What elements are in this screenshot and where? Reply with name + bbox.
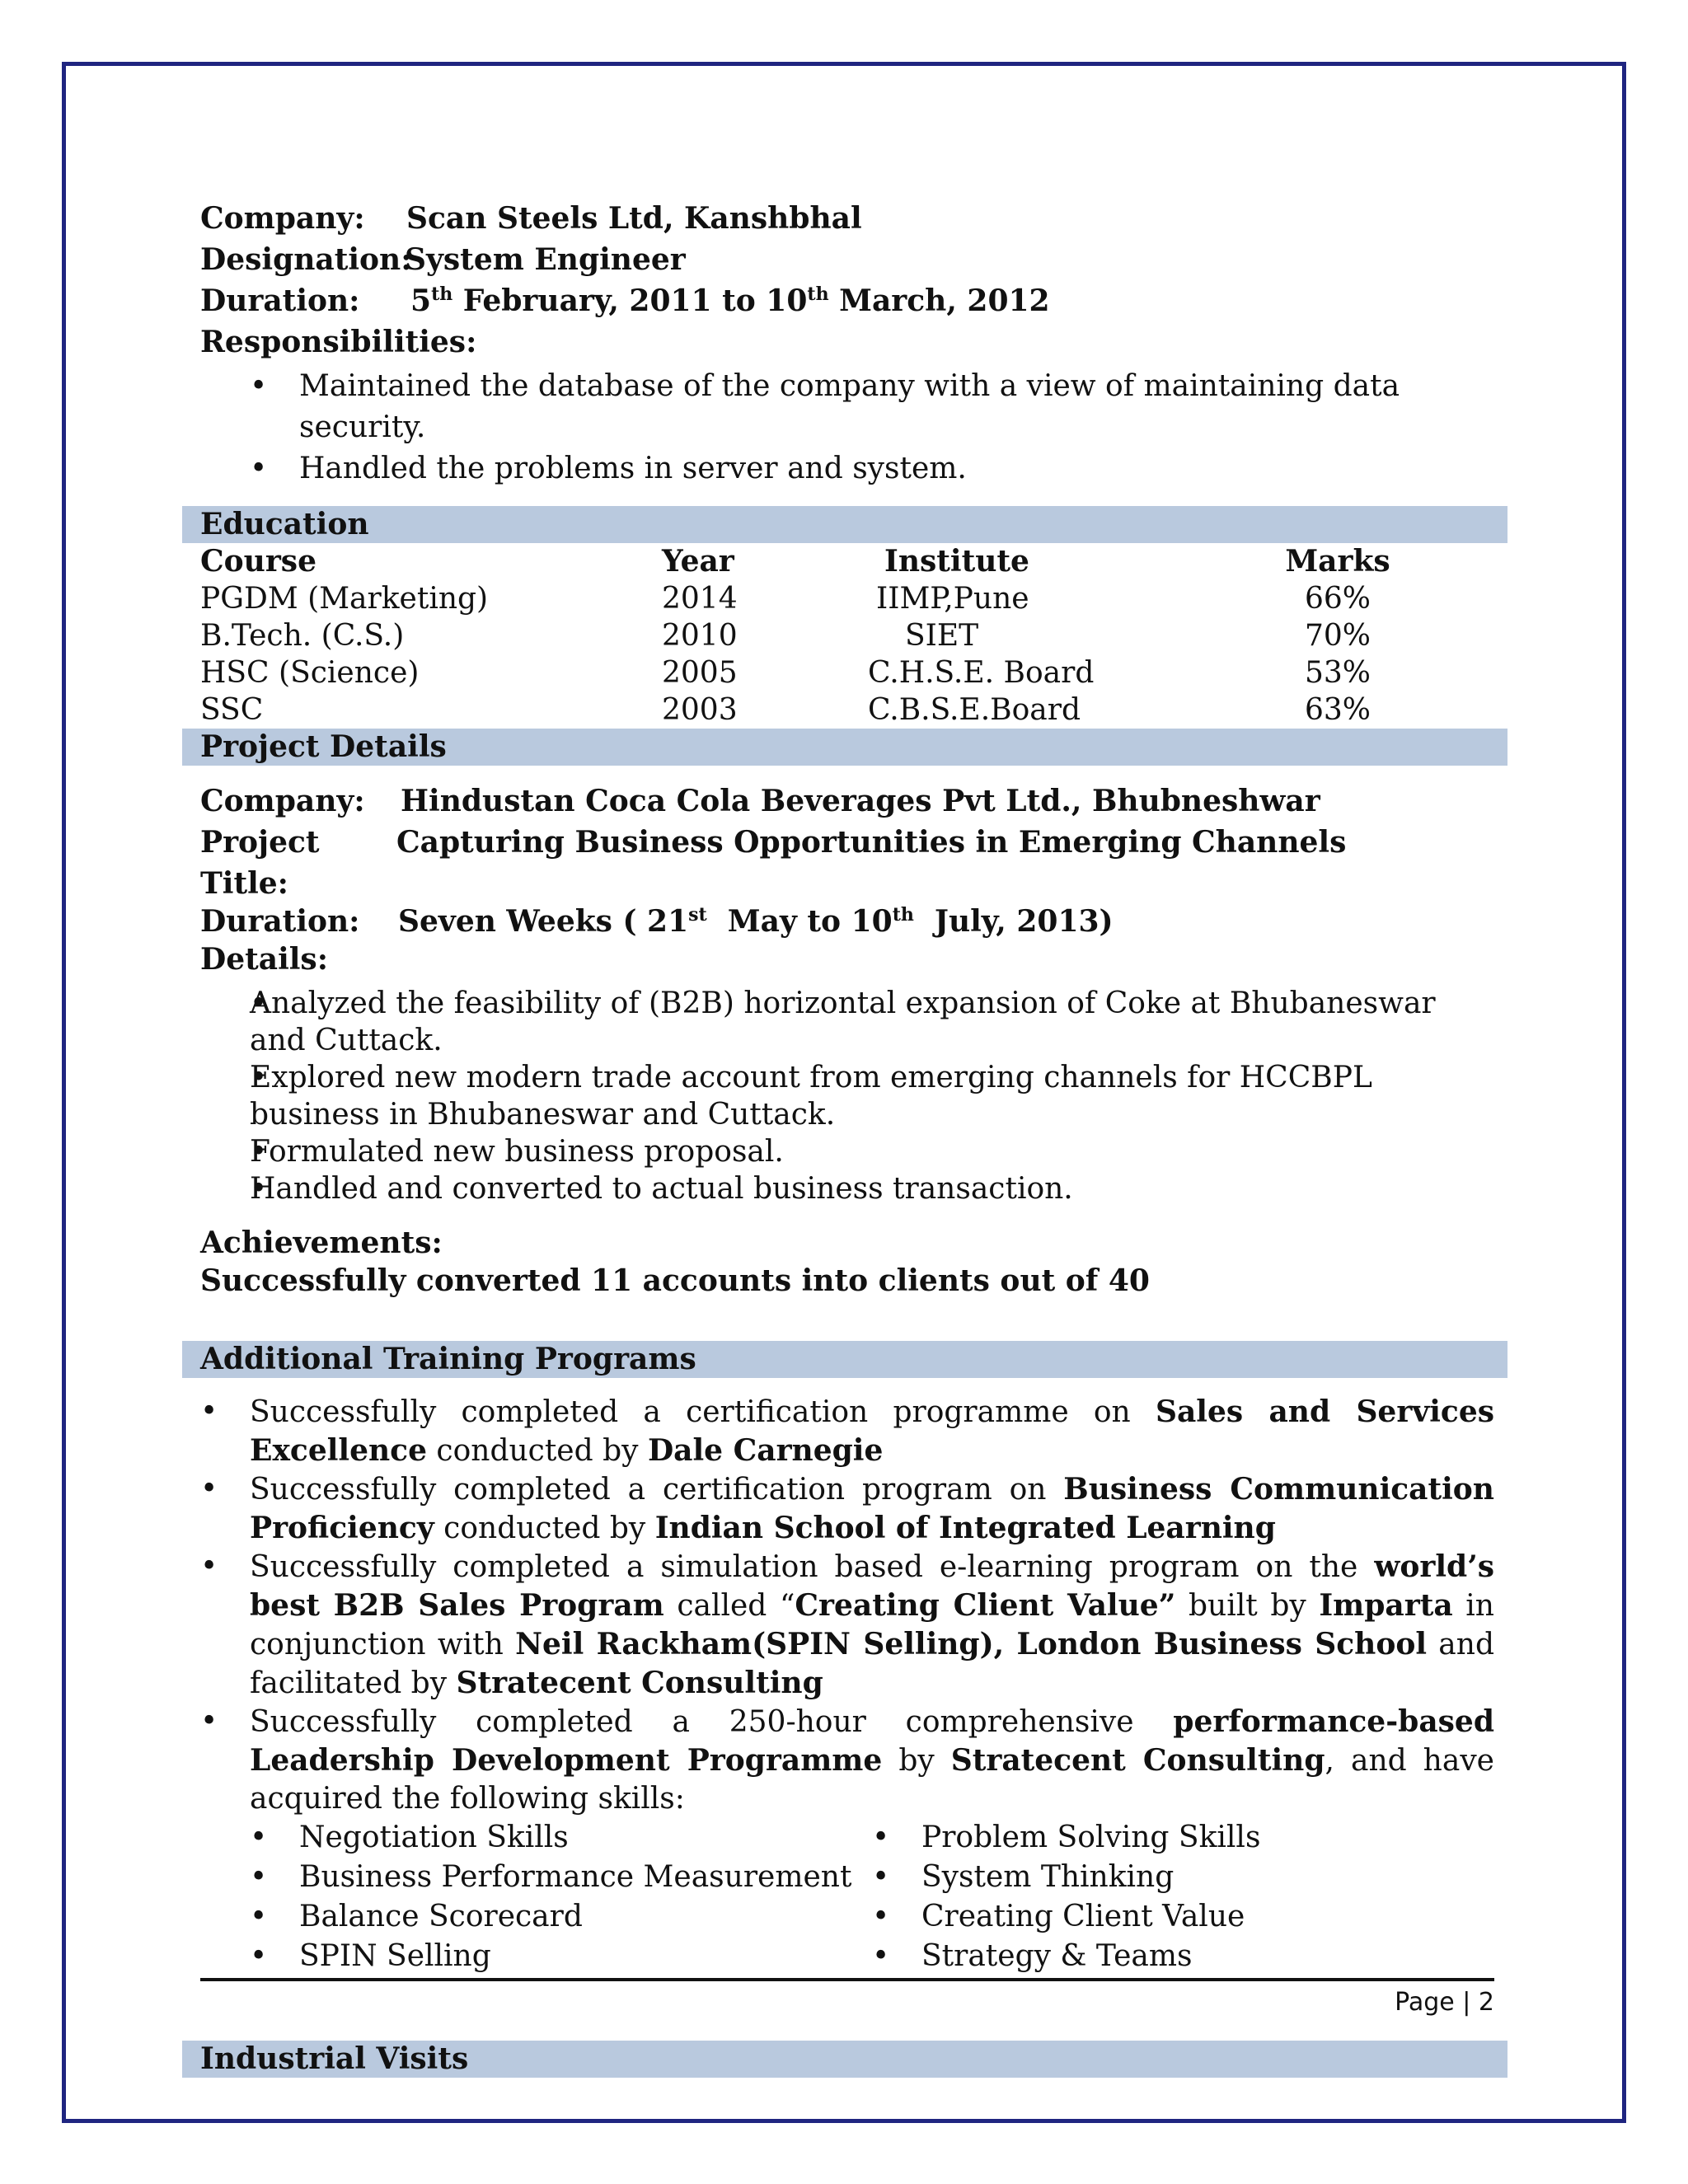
skills-list (200, 1818, 1494, 1976)
skill-item: • Negotiation Skills (250, 1818, 872, 1858)
project-heading: Project Details (182, 729, 1507, 766)
skills-column-right (872, 1818, 1494, 1976)
detail-item: • Explored new modern trade account from emerging channels for HCCBPL business in Bhubaneswar and Cuttack. (200, 1059, 1494, 1133)
footer-divider (200, 1978, 1494, 1981)
education-row (200, 617, 1494, 654)
detail-item: • Analyzed the feasibility of (B2B) horizontal expansion of Coke at Bhubaneswar and Cuttack. (200, 985, 1494, 1059)
training-item: • Successfully completed a simulation based e-learning program on the world’s best B2B Sales Program called “Creating Client Value” built by Imparta in conjunction with Neil Rackham(SPIN Selling), London Business School and facilitated by Stratecent Consulting (200, 1548, 1494, 1703)
cell-course: B.Tech. (C.S.) (200, 619, 405, 653)
cell-institute: IIMP,Pune (876, 582, 1029, 616)
achievement-text: Successfully converted 11 accounts into clients out of 40 (200, 1263, 1150, 1298)
education-row (200, 580, 1494, 617)
cell-marks: 63% (1304, 693, 1371, 727)
job-duration: 5th February, 2011 to 10th March, 2012 (410, 284, 1050, 318)
project-title-line (200, 822, 1494, 904)
col-year: Year (662, 544, 734, 579)
job-duration-label: Duration: (200, 284, 360, 318)
cell-marks: 66% (1304, 582, 1371, 616)
job-designation: System Engineer (405, 242, 686, 277)
achievements-label: Achievements: (200, 1226, 443, 1260)
job-designation-line (200, 239, 1494, 280)
cell-year: 2005 (662, 656, 738, 690)
page-number: Page | 2 (1395, 1988, 1494, 2017)
responsibility-item: • Handled the problems in server and system. (200, 448, 1494, 490)
project-duration: Seven Weeks ( 21st May to 10th July, 2013) (398, 904, 1114, 939)
job-duration-line (200, 280, 1494, 321)
education-row (200, 691, 1494, 729)
cell-course: SSC (200, 693, 264, 727)
skill-item: • Creating Client Value (872, 1897, 1494, 1937)
cell-institute: SIET (905, 619, 979, 653)
details-label: Details: (200, 942, 328, 977)
project-company-line (200, 780, 1494, 822)
project-title-label: Project Title: (200, 825, 320, 901)
col-marks: Marks (1285, 544, 1390, 579)
job-company-line (200, 198, 1494, 239)
project-title: Capturing Business Opportunities in Emerging Channels (396, 825, 1347, 860)
cell-year: 2010 (662, 619, 738, 653)
skill-item: • Business Performance Measurement (250, 1858, 872, 1897)
training-heading: Additional Training Programs (182, 1341, 1507, 1378)
responsibility-item: • Maintained the database of the company with a view of maintaining data security. (200, 366, 1494, 448)
project-duration-label: Duration: (200, 904, 360, 939)
col-course: Course (200, 544, 316, 579)
skill-item: • Balance Scorecard (250, 1897, 872, 1937)
job-designation-label: Designation: (200, 242, 412, 277)
skills-column-left (250, 1818, 872, 1976)
training-item: • Successfully completed a certification program on Business Communication Proficiency conducted by Indian School of Integrated Learning (200, 1470, 1494, 1548)
detail-item: • Formulated new business proposal. (200, 1133, 1494, 1170)
cell-course: PGDM (Marketing) (200, 582, 489, 616)
col-institute: Institute (884, 544, 1029, 579)
page-content (200, 198, 1494, 2078)
education-row (200, 654, 1494, 691)
skill-item: • Problem Solving Skills (872, 1818, 1494, 1858)
project-duration-line (200, 904, 1494, 939)
project-company-label: Company: (200, 784, 365, 818)
cell-course: HSC (Science) (200, 656, 420, 690)
cell-marks: 70% (1304, 619, 1371, 653)
cell-institute: C.H.S.E. Board (868, 656, 1095, 690)
responsibilities-label: Responsibilities: (200, 325, 477, 359)
skill-item: • SPIN Selling (250, 1937, 872, 1976)
job-company-label: Company: (200, 201, 365, 236)
education-header-row (200, 543, 1494, 580)
project-company: Hindustan Coca Cola Beverages Pvt Ltd., Bhubneshwar (401, 784, 1320, 818)
cell-institute: C.B.S.E.Board (868, 693, 1081, 727)
visits-heading: Industrial Visits (182, 2041, 1507, 2078)
education-heading: Education (182, 506, 1507, 543)
job-company: Scan Steels Ltd, Kanshbhal (406, 201, 862, 236)
skill-item: • System Thinking (872, 1858, 1494, 1897)
training-item: • Successfully completed a 250-hour comprehensive performance-based Leadership Development Programme by Stratecent Consulting, and have acquired the following skills: (200, 1703, 1494, 1818)
training-item: • Successfully completed a certification programme on Sales and Services Excellence conducted by Dale Carnegie (200, 1393, 1494, 1470)
cell-marks: 53% (1304, 656, 1371, 690)
cell-year: 2003 (662, 693, 738, 727)
detail-item: • Handled and converted to actual business transaction. (200, 1170, 1494, 1207)
skill-item: • Strategy & Teams (872, 1937, 1494, 1976)
cell-year: 2014 (662, 582, 738, 616)
